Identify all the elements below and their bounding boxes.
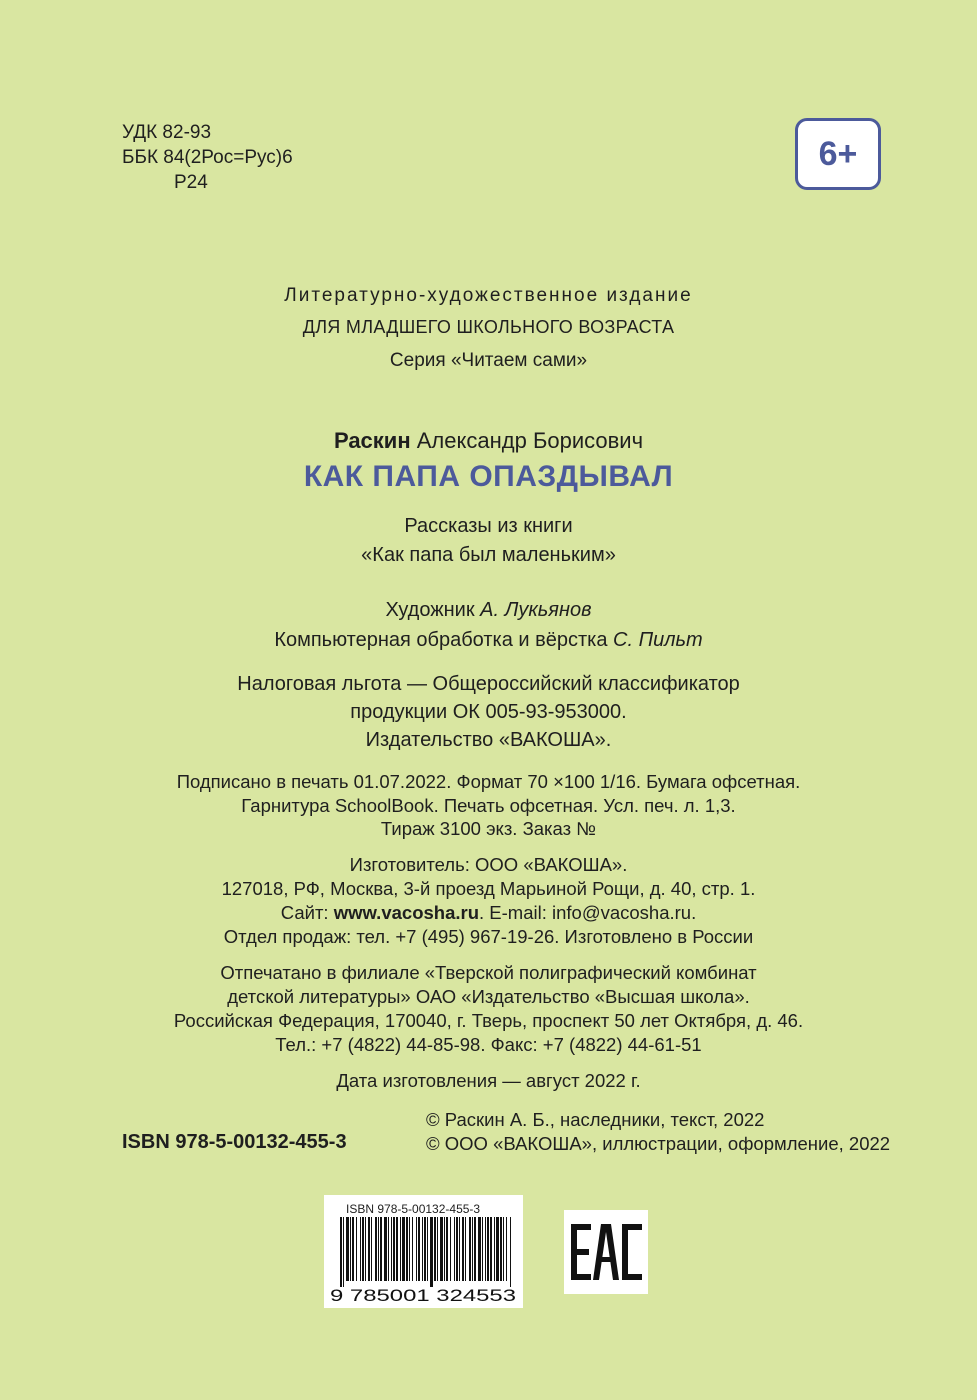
author-surname: Раскин	[333, 428, 411, 453]
barcode-bar	[434, 1217, 436, 1281]
manufacturer-contacts	[0, 902, 977, 924]
barcode-digits: 9 785001 324553	[330, 1286, 516, 1305]
barcode-bar	[440, 1217, 443, 1281]
barcode-bar	[478, 1217, 481, 1281]
barcode-bar	[510, 1217, 511, 1287]
print-specs-line3: Тираж 3100 экз. Заказ №	[380, 818, 597, 839]
isbn: ISBN 978-5-00132-455-3	[122, 1131, 347, 1153]
barcode-bar	[350, 1217, 351, 1281]
barcode-bar	[375, 1217, 377, 1281]
barcode-bar	[444, 1217, 445, 1281]
barcode-bar	[368, 1217, 370, 1281]
udk-code: УДК 82-93	[122, 122, 212, 143]
layout-name: С. Пильт	[613, 629, 703, 651]
barcode-bar	[371, 1217, 372, 1281]
eac-icon	[564, 1210, 648, 1294]
barcode-bar	[490, 1217, 492, 1281]
barcode-bar	[346, 1217, 349, 1281]
edition-audience: ДЛЯ МЛАДШЕГО ШКОЛЬНОГО ВОЗРАСТА	[302, 317, 675, 337]
barcode-graphic	[324, 1195, 523, 1308]
barcode-bar	[462, 1217, 464, 1281]
barcode-bar	[437, 1217, 438, 1281]
email-text: . E-mail: info@vacosha.ru.	[479, 902, 697, 923]
barcode-bar	[340, 1217, 342, 1287]
barcode-bar	[454, 1217, 455, 1281]
barcode-bar	[465, 1217, 466, 1281]
edition-series: Серия «Читаем сами»	[389, 350, 588, 371]
barcode-bar	[384, 1217, 387, 1281]
barcode-bar	[402, 1217, 405, 1281]
artist-name: А. Лукьянов	[480, 599, 592, 621]
barcode-bar	[506, 1217, 507, 1281]
barcode-bar	[482, 1217, 483, 1281]
barcode-bar	[474, 1217, 476, 1281]
manufacturer-sales: Отдел продаж: тел. +7 (495) 967-19-26. Изготовлено в России	[223, 926, 754, 947]
artist-credit	[0, 599, 977, 622]
classification-codes	[122, 120, 293, 195]
barcode-bar	[360, 1217, 361, 1281]
barcode-bar	[472, 1217, 473, 1281]
site-label: Сайт:	[280, 902, 329, 923]
barcode-bar	[446, 1217, 448, 1281]
barcode-bar	[362, 1217, 364, 1281]
barcode-bar	[496, 1217, 499, 1281]
layout-credit	[0, 629, 977, 652]
barcode-bar	[409, 1217, 410, 1281]
barcode-bar	[412, 1217, 413, 1281]
print-specs-line1: Подписано в печать 01.07.2022. Формат 70 ×100 1/16. Бумага офсетная.	[176, 771, 801, 792]
author-sign-code: Р24	[174, 172, 208, 193]
barcode	[324, 1195, 523, 1308]
copyright-block	[426, 1108, 890, 1156]
artist-label: Художник	[385, 599, 475, 621]
barcode-bar	[430, 1217, 433, 1287]
book-subtitle-line2: «Как папа был маленьким»	[361, 544, 616, 566]
bbk-code: ББК 84(2Рос=Рус)6	[122, 147, 293, 168]
barcode-bar	[356, 1217, 357, 1281]
barcode-bar	[456, 1217, 458, 1281]
barcode-bar	[427, 1217, 428, 1281]
barcode-bar	[393, 1217, 395, 1281]
age-rating-label: 6+	[818, 134, 858, 173]
barcode-bar	[352, 1217, 354, 1281]
barcode-bar	[391, 1217, 392, 1281]
barcode-bar	[424, 1217, 426, 1281]
barcode-bar	[388, 1217, 389, 1281]
tax-line2: продукции ОК 005-93-953000.	[350, 701, 627, 723]
book-title: КАК ПАПА ОПАЗДЫВАЛ	[303, 460, 674, 493]
printer-line3: Российская Федерация, 170040, г. Тверь, проспект 50 лет Октября, д. 46.	[173, 1010, 804, 1031]
barcode-bar	[450, 1217, 451, 1281]
barcode-bar	[469, 1217, 471, 1281]
barcode-bar	[396, 1217, 398, 1281]
manufacturer-line1: Изготовитель: ООО «ВАКОША».	[349, 854, 628, 875]
printer-line1: Отпечатано в филиале «Тверской полиграфический комбинат	[220, 962, 757, 983]
manufacturer-address: 127018, РФ, Москва, 3-й проезд Марьиной Рощи, д. 40, стр. 1.	[221, 878, 756, 899]
barcode-bar	[494, 1217, 495, 1281]
barcode-bar	[503, 1217, 504, 1281]
copyright-design: © ООО «ВАКОША», иллюстрации, оформление, 2022	[426, 1133, 891, 1154]
print-specs-line2: Гарнитура SchoolBook. Печать офсетная. Усл. печ. л. 1,3.	[241, 795, 736, 816]
printer-line2: детской литературы» ОАО «Издательство «Высшая школа».	[227, 986, 750, 1007]
barcode-bar	[380, 1217, 382, 1281]
tax-line1: Налоговая льгота — Общероссийский классификатор	[237, 673, 740, 695]
barcode-isbn-text: ISBN 978-5-00132-455-3	[346, 1202, 481, 1216]
manufacture-date: Дата изготовления — август 2022 г.	[336, 1070, 641, 1091]
book-subtitle-line1: Рассказы из книги	[404, 515, 573, 537]
barcode-bar	[365, 1217, 366, 1281]
author-line	[0, 428, 977, 454]
copyright-text: © Раскин А. Б., наследники, текст, 2022	[426, 1109, 765, 1130]
site-link[interactable]: www.vacosha.ru	[333, 902, 480, 923]
barcode-bar	[343, 1217, 344, 1287]
barcode-bar	[487, 1217, 489, 1281]
barcode-bar	[406, 1217, 408, 1281]
printer-line4: Тел.: +7 (4822) 44-85-98. Факс: +7 (4822) 44-61-51	[275, 1034, 702, 1055]
barcode-bar	[400, 1217, 401, 1281]
eac-mark	[564, 1210, 648, 1294]
barcode-bar	[485, 1217, 486, 1281]
tax-line3: Издательство «ВАКОША».	[365, 729, 612, 751]
author-name: Александр Борисович	[416, 428, 644, 453]
barcode-bar	[459, 1217, 460, 1281]
barcode-bar	[416, 1217, 417, 1281]
barcode-bar	[500, 1217, 502, 1281]
barcode-bar	[418, 1217, 420, 1281]
barcode-bar	[422, 1217, 423, 1281]
layout-label: Компьютерная обработка и вёрстка	[274, 629, 608, 651]
edition-type: Литературно-художественное издание	[284, 285, 693, 306]
barcode-bar	[378, 1217, 379, 1281]
age-rating-badge	[795, 118, 881, 190]
